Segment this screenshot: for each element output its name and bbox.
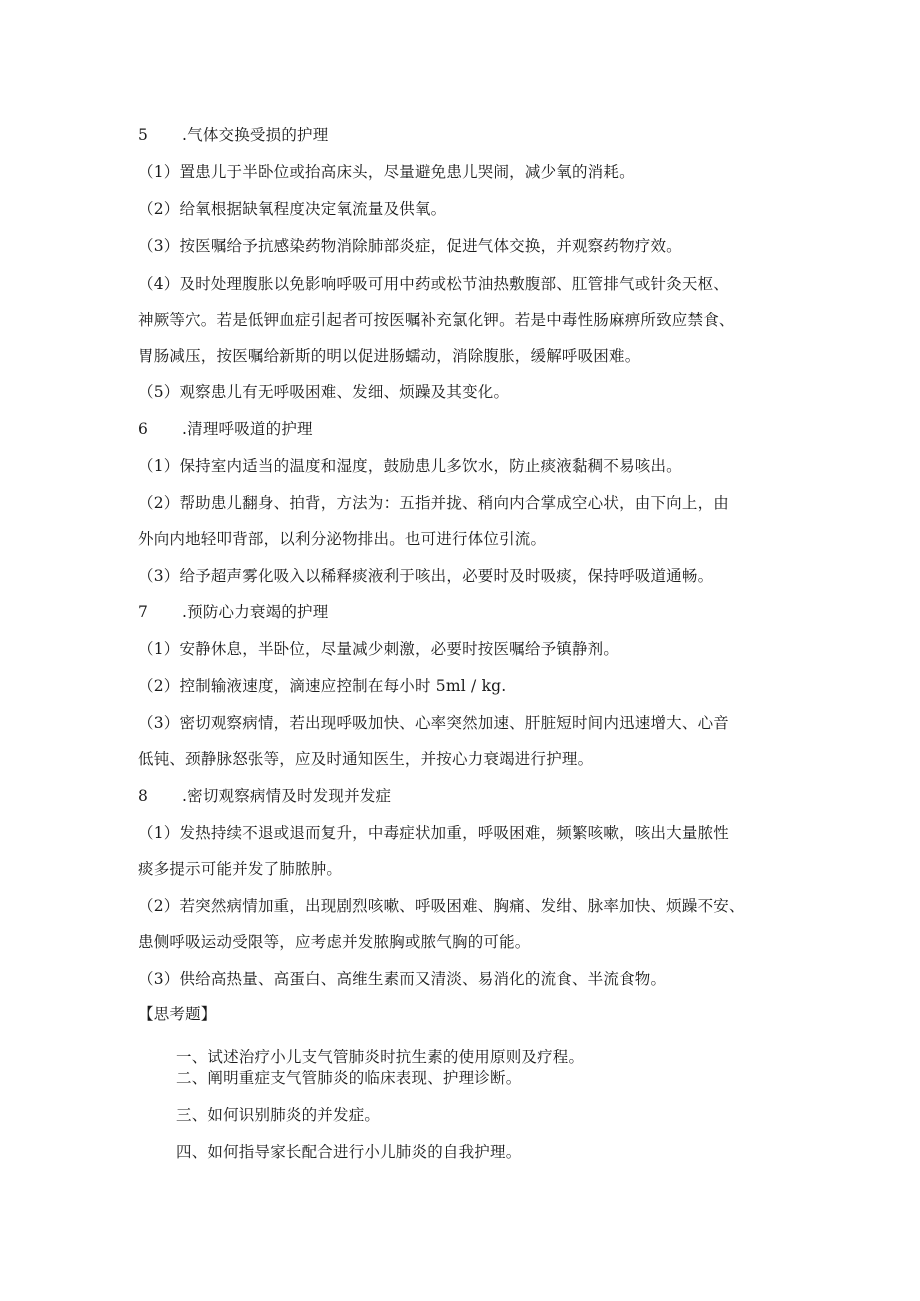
paragraph-line: （1）置患儿于半卧位或抬高床头，尽量避免患儿哭闹，减少氧的消耗。	[138, 163, 635, 181]
paragraph-line: （2）帮助患儿翻身、拍背，方法为：五指并拢、稍向内合掌成空心状，由下向上，由	[138, 494, 729, 512]
section-title: .密切观察病情及时发现并发症	[182, 787, 392, 805]
paragraph-line: （2）控制输液速度，滴速应控制在每小时 5ml / kg.	[138, 677, 507, 695]
question-item: 二、阐明重症支气管肺炎的临床表现、护理诊断。	[176, 1069, 522, 1087]
paragraph-line: （2）给氧根据缺氧程度决定氧流量及供氧。	[138, 200, 447, 218]
paragraph-line: （3）供给高热量、高蛋白、高维生素而又清淡、易消化的流食、半流食物。	[138, 970, 667, 988]
paragraph-line: 患侧呼吸运动受限等，应考虑并发脓胸或脓气胸的可能。	[138, 933, 531, 951]
section-number: 6	[138, 420, 149, 438]
paragraph-line: （3）给予超声雾化吸入以稀释痰液利于咳出，必要时及时吸痰，保持呼吸道通畅。	[138, 567, 714, 585]
paragraph-line: 低钝、颈静脉怒张等，应及时通知医生，并按心力衰竭进行护理。	[138, 750, 594, 768]
paragraph-line: （1）保持室内适当的温度和湿度，鼓励患儿多饮水，防止痰液黏稠不易咳出。	[138, 457, 682, 475]
section-title: .清理呼吸道的护理	[182, 420, 313, 438]
paragraph-line: （3）密切观察病情，若出现呼吸加快、心率突然加速、肝脏短时间内迅速增大、心音	[138, 714, 729, 732]
paragraph-line: （4）及时处理腹胀以免影响呼吸可用中药或松节油热敷腹部、肛管排气或针灸天枢、	[138, 275, 729, 293]
paragraph-line: 外向内地轻叩背部，以利分泌物排出。也可进行体位引流。	[138, 530, 547, 548]
paragraph-line: （5）观察患儿有无呼吸困难、发细、烦躁及其变化。	[138, 383, 510, 401]
section-heading	[138, 419, 313, 439]
questions-heading: 【思考题】	[138, 1005, 217, 1023]
question-item: 三、如何识别肺炎的并发症。	[176, 1106, 381, 1124]
paragraph-line: 胃肠减压，按医嘱给新斯的明以促进肠蠕动，消除腹胀，缓解呼吸困难。	[138, 347, 641, 365]
question-item: 四、如何指导家长配合进行小儿肺炎的自我护理。	[176, 1143, 522, 1161]
section-number: 7	[138, 603, 149, 621]
section-title: .预防心力衰竭的护理	[182, 603, 329, 621]
paragraph-line: （1）发热持续不退或退而复升，中毒症状加重，呼吸困难，频繁咳嗽，咳出大量脓性	[138, 824, 729, 842]
paragraph-line: （2）若突然病情加重，出现剧烈咳嗽、呼吸困难、胸痛、发绀、脉率加快、烦躁不安、	[138, 897, 745, 915]
section-heading	[138, 602, 328, 622]
paragraph-line: 神厥等穴。若是低钾血症引起者可按医嘱补充氯化钾。若是中毒性肠麻痹所致应禁食、	[138, 311, 735, 329]
section-number: 8	[138, 787, 149, 805]
section-heading	[138, 125, 328, 145]
question-item: 一、试述治疗小儿支气管肺炎时抗生素的使用原则及疗程。	[176, 1048, 585, 1066]
paragraph-line: （3）按医嘱给予抗感染药物消除肺部炎症，促进气体交换，并观察药物疗效。	[138, 237, 682, 255]
paragraph-line: 痰多提示可能并发了肺脓肿。	[138, 860, 343, 878]
paragraph-line: （1）安静休息，半卧位，尽量减少刺激，必要时按医嘱给予镇静剂。	[138, 640, 620, 658]
section-heading	[138, 786, 391, 806]
section-number: 5	[138, 126, 149, 144]
section-title: .气体交换受损的护理	[182, 126, 329, 144]
